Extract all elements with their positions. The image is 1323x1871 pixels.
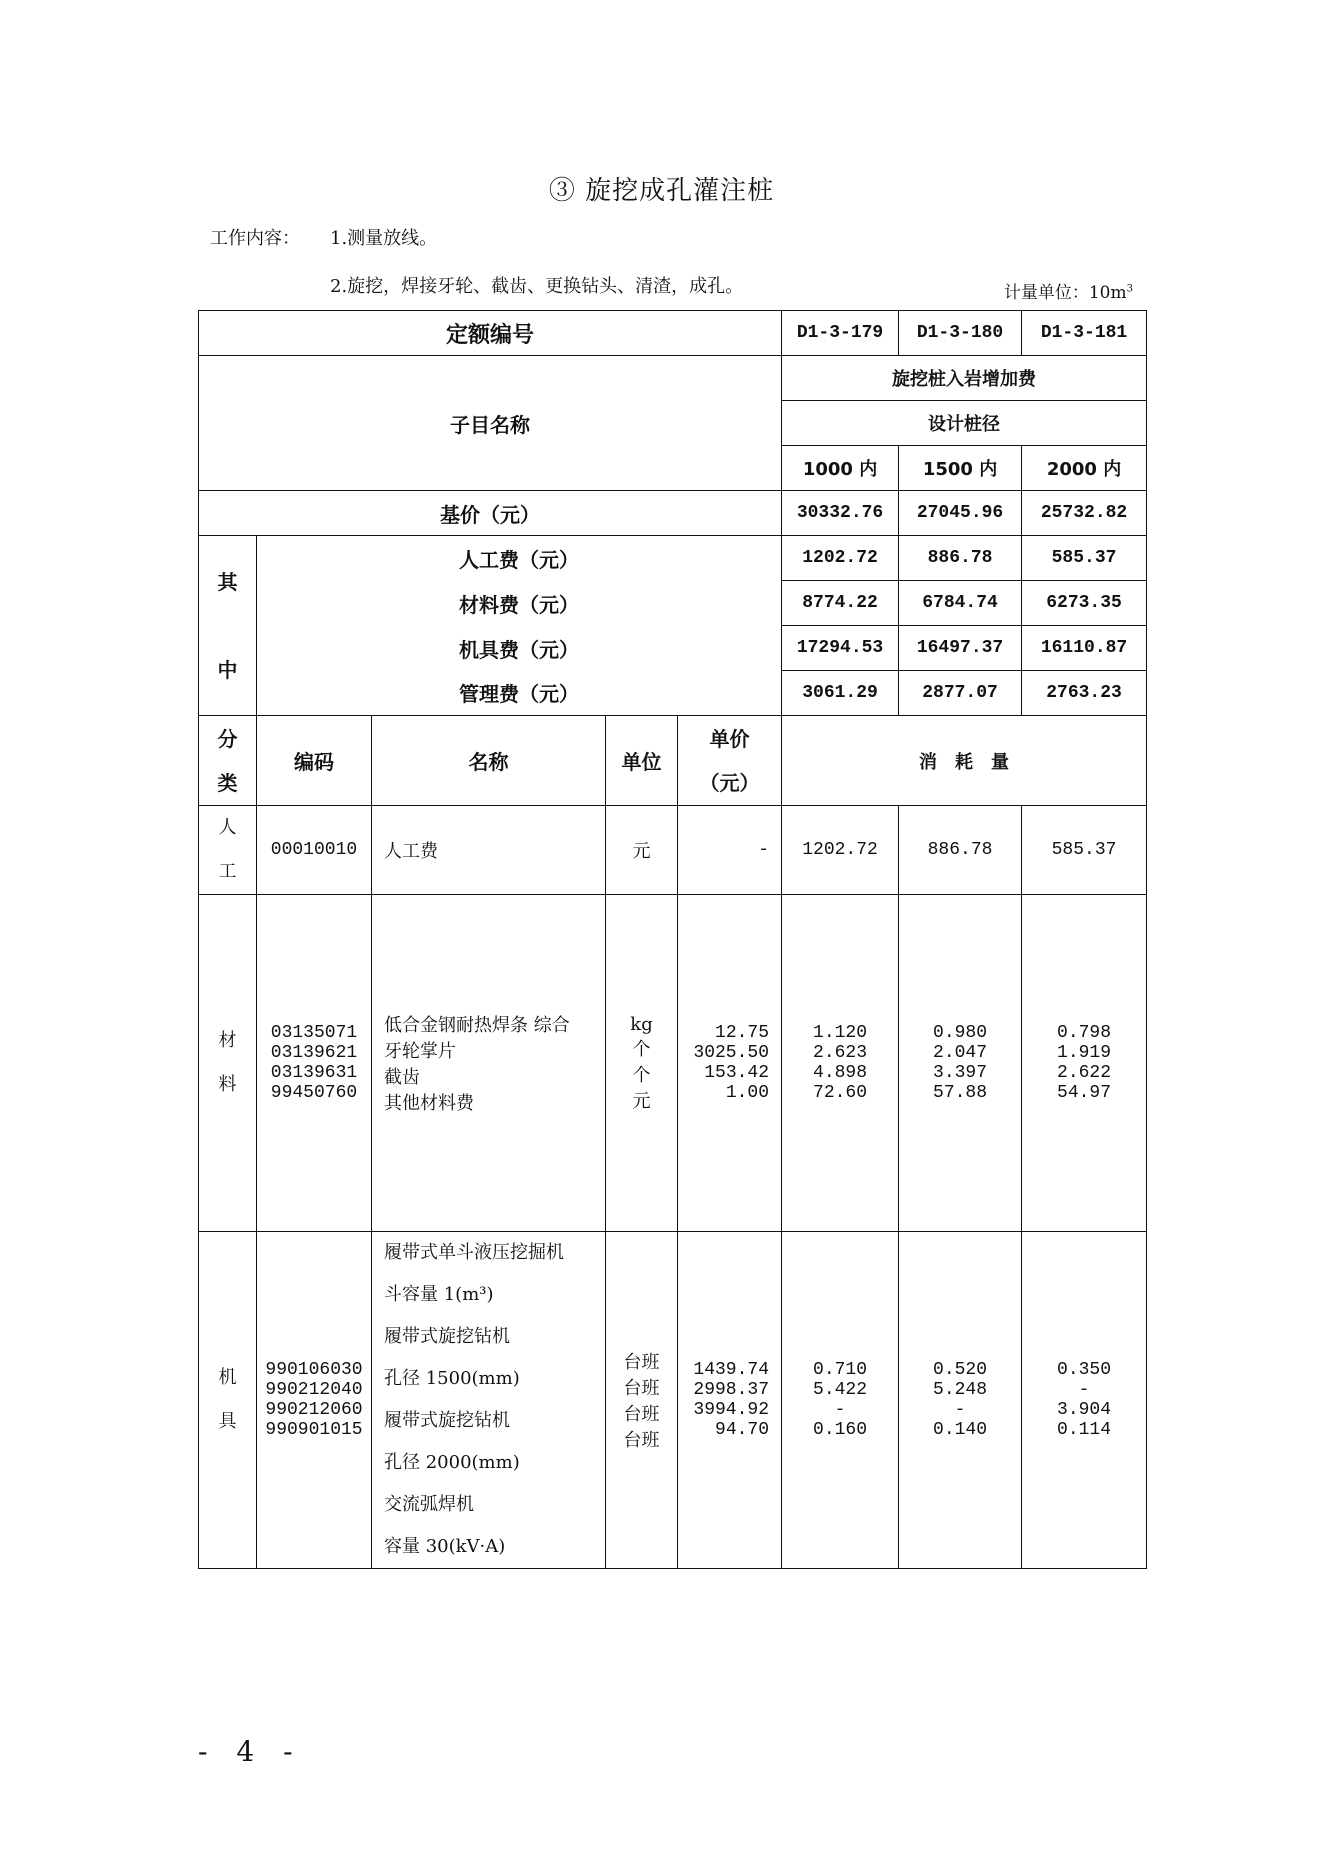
consumption: 0.980 [933,1023,988,1043]
item-code: 99450760 [270,1083,358,1103]
item-name-stack [372,895,606,1232]
consumption-stack [782,1232,899,1569]
material-cost: 6273.35 [1022,581,1147,626]
item-code: 990212060 [265,1400,363,1420]
work-item-2: 2.旋挖，焊接牙轮、截齿、更换钻头、清渣，成孔。 [330,276,744,297]
consumption-stack [1022,1232,1147,1569]
item-unit: 台班 [623,1430,660,1451]
consumption: 3.904 [1057,1400,1112,1420]
diameter: 1000 内 [782,446,899,491]
item-code: 03135071 [270,1023,358,1043]
group-label-labor: 人 工 [199,806,257,895]
consumption: 54.97 [1057,1083,1112,1103]
item-price: 1439.74 [693,1360,770,1380]
base-price: 27045.96 [899,491,1022,536]
consumption: 5.422 [813,1380,868,1400]
consumption: 886.78 [899,806,1022,895]
consumption: 57.88 [933,1083,988,1103]
consumption: 0.350 [1057,1360,1112,1380]
item-unit: 元 [606,806,678,895]
item-name: 人工费 [372,806,606,895]
machine-cost: 16497.37 [899,626,1022,671]
item-price: 3994.92 [693,1400,770,1420]
consumption: 2.047 [933,1043,988,1063]
col-class-header: 分 类 [199,716,257,806]
work-content-label: 工作内容： [210,228,300,249]
col-consumption-header: 消 耗 量 [782,716,1147,806]
consumption-stack [1022,895,1147,1232]
quota-table [198,310,1147,1569]
material-cost-label: 材料费（元） [257,581,782,626]
group-label-machine: 机 具 [199,1232,257,1569]
consumption: 3.397 [933,1063,988,1083]
measurement-unit: 计量单位：$10m^3$ [1003,283,1133,303]
item-name-stack [372,1232,606,1569]
consumption: 0.160 [813,1420,868,1440]
item-price: 12.75 [715,1023,770,1043]
work-item-1: 1.测量放线。 [330,228,438,249]
management-cost: 3061.29 [782,671,899,716]
subitem-subtitle: 设计桩径 [782,401,1147,446]
page-number: - 4 - [198,1735,303,1768]
item-name: 履带式单斗液压挖掘机 斗容量 1(m³) [384,1242,564,1305]
item-name: 其他材料费 [384,1093,474,1114]
consumption: 0.710 [813,1360,868,1380]
quota-code: D1-3-179 [782,311,899,356]
col-code-header: 编码 [257,716,372,806]
table-row [199,806,1147,895]
consumption: 0.798 [1057,1023,1112,1043]
management-cost: 2763.23 [1022,671,1147,716]
item-name: 履带式旋挖钻机 孔径 1500(mm) [384,1326,520,1389]
item-price-stack [678,895,782,1232]
consumption: 585.37 [1022,806,1147,895]
item-code-stack [257,1232,372,1569]
consumption: 1202.72 [782,806,899,895]
labor-cost: 1202.72 [782,536,899,581]
diameter: 2000 内 [1022,446,1147,491]
item-code: 990901015 [265,1420,363,1440]
table-row-group-material [199,895,1147,1232]
consumption: - [1078,1380,1090,1400]
item-price: - [678,806,782,895]
consumption-stack [899,895,1022,1232]
consumption: 1.919 [1057,1043,1112,1063]
item-unit: 台班 [623,1378,660,1399]
management-cost: 2877.07 [899,671,1022,716]
group-label-material: 材 料 [199,895,257,1232]
table-row-group-machine [199,1232,1147,1569]
item-price: 3025.50 [693,1043,770,1063]
base-price: 25732.82 [1022,491,1147,536]
consumption: - [834,1400,846,1420]
item-code-stack [257,895,372,1232]
item-price: 153.42 [704,1063,770,1083]
material-cost: 8774.22 [782,581,899,626]
labor-cost: 886.78 [899,536,1022,581]
diameter: 1500 内 [899,446,1022,491]
item-unit: kg [630,1013,653,1035]
page-title: ③ 旋挖成孔灌注桩 [548,176,775,206]
base-price-label: 基价（元） [199,491,782,536]
consumption: 2.623 [813,1043,868,1063]
item-name: 牙轮掌片 [384,1041,456,1062]
consumption: 1.120 [813,1023,868,1043]
consumption: 0.114 [1057,1420,1112,1440]
machine-cost: 16110.87 [1022,626,1147,671]
subitem-name-label: 子目名称 [199,356,782,491]
item-unit-stack [606,1232,678,1569]
consumption: 0.140 [933,1420,988,1440]
quota-code: D1-3-180 [899,311,1022,356]
quota-code: D1-3-181 [1022,311,1147,356]
item-name: 截齿 [384,1067,420,1088]
col-price-header: 单价 （元） [678,716,782,806]
item-unit: 元 [632,1090,651,1112]
item-unit: 台班 [623,1352,660,1373]
consumption: - [954,1400,966,1420]
consumption: 2.622 [1057,1063,1112,1083]
item-code: 00010010 [257,806,372,895]
consumption: 72.60 [813,1083,868,1103]
subitem-title: 旋挖桩入岩增加费 [782,356,1147,401]
consumption-stack [899,1232,1022,1569]
item-code: 990106030 [265,1360,363,1380]
base-price: 30332.76 [782,491,899,536]
machine-cost: 17294.53 [782,626,899,671]
col-name-header: 名称 [372,716,606,806]
col-unit-header: 单位 [606,716,678,806]
labor-cost: 585.37 [1022,536,1147,581]
labor-cost-label: 人工费（元） [257,536,782,581]
item-name: 低合金钢耐热焊条 综合 [384,1015,570,1036]
consumption-stack [782,895,899,1232]
item-name: 履带式旋挖钻机 孔径 2000(mm) [384,1410,520,1473]
item-price: 1.00 [725,1083,770,1103]
item-code: 990212040 [265,1380,363,1400]
item-price-stack [678,1232,782,1569]
management-cost-label: 管理费（元） [257,671,782,716]
item-unit: 个 [632,1064,651,1086]
item-unit: 个 [632,1038,651,1060]
item-unit-stack [606,895,678,1232]
consumption: 5.248 [933,1380,988,1400]
quota-code-label: 定额编号 [199,311,782,356]
consumption: 4.898 [813,1063,868,1083]
item-name: 交流弧焊机 容量 30(kV·A) [384,1494,506,1557]
material-cost: 6784.74 [899,581,1022,626]
item-code: 03139621 [270,1043,358,1063]
consumption: 0.520 [933,1360,988,1380]
item-price: 2998.37 [693,1380,770,1400]
item-code: 03139631 [270,1063,358,1083]
of-which-label: 其 中 [199,536,257,716]
item-unit: 台班 [623,1404,660,1425]
item-price: 94.70 [715,1420,770,1440]
machine-cost-label: 机具费（元） [257,626,782,671]
